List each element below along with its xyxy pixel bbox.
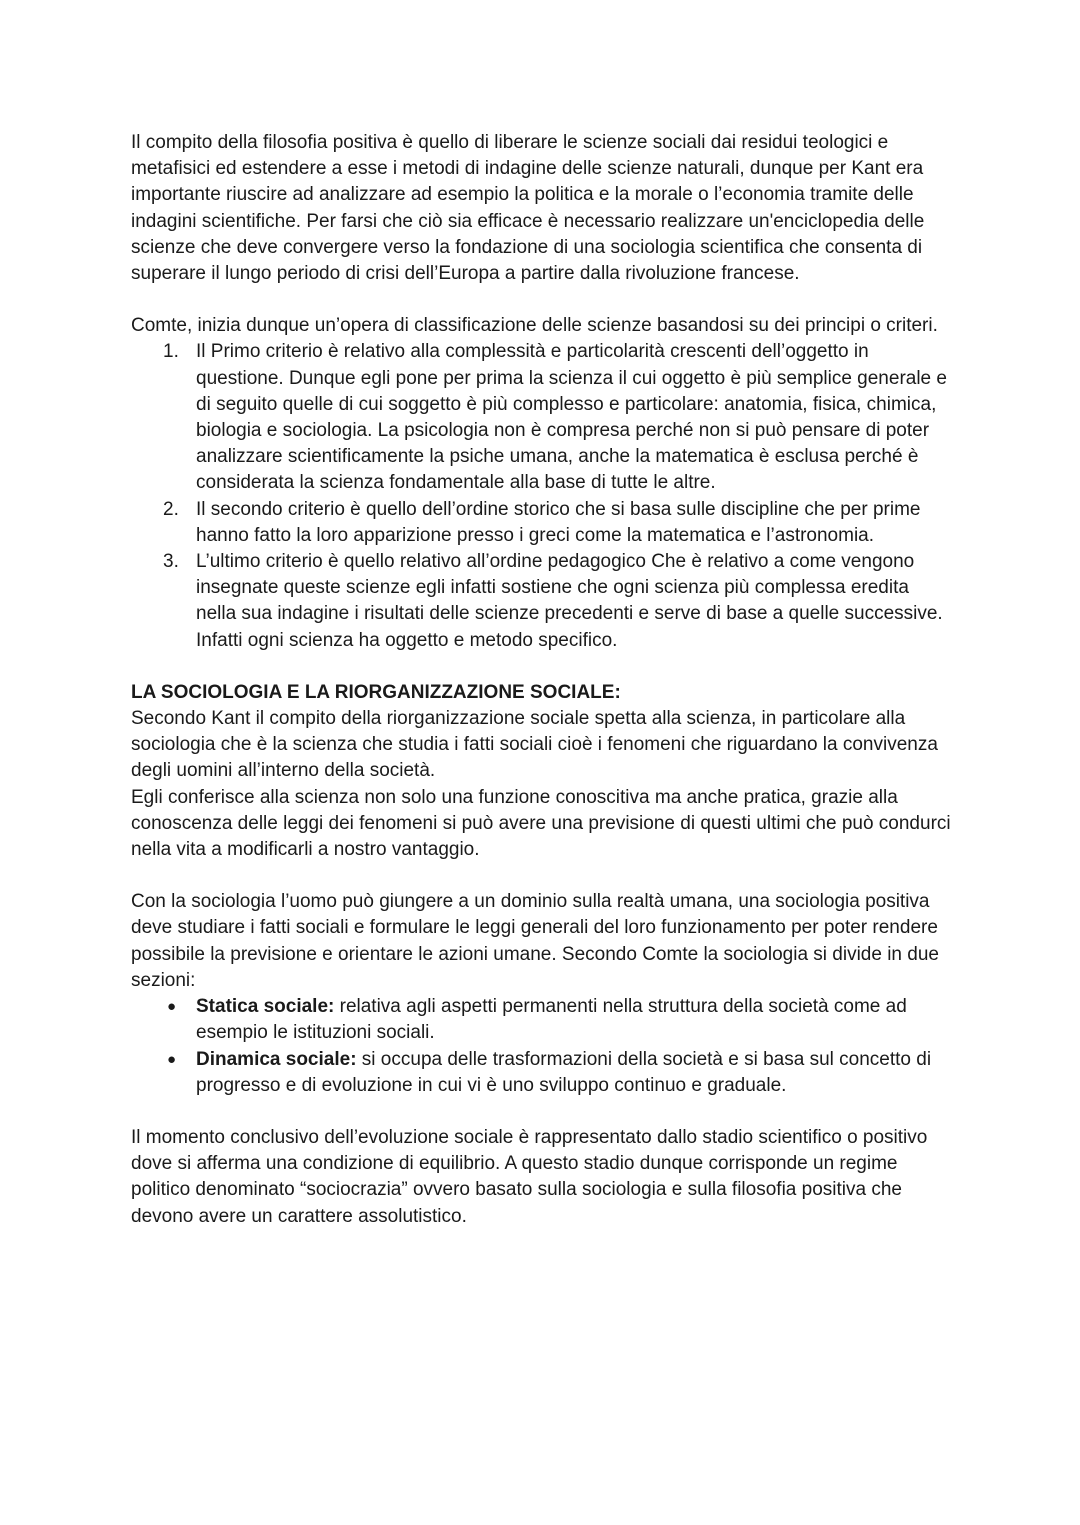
list-item [131,994,951,1046]
list-item-number: 1. [163,341,179,363]
bullet-icon: ● [167,998,177,1016]
list-item [131,497,951,549]
list-item [131,339,951,496]
section-heading: LA SOCIOLOGIA E LA RIORGANIZZAZIONE SOCIALE: [131,681,621,703]
bullet-text: si occupa delle trasformazioni della società e si basa sul concetto di progresso e di evoluzione in cui vi è uno sviluppo continuo e graduale. [196,1048,932,1096]
section-paragraph: Il momento conclusivo dell’evoluzione sociale è rappresentato dallo stadio scientifico o positivo dove si afferma una condizione di equilibrio. A questo stadio dunque corrisponde un regime politico denominato “sociocrazia” ovvero basato sulla sociologia e sulla filosofia positiva che devono avere un carattere assolutistico. [131,1126,928,1227]
list-item-number: 3. [163,551,179,573]
list-item-text: Il Primo criterio è relativo alla complessità e particolarità crescenti dell’oggetto in questione. Dunque egli pone per prima la scienza il cui oggetto è più semplice generale e di seguito quelle di cui soggetto è più complesso e particolare: anatomia, fisica, chimica, biologia e sociologia. La psicologia non è compresa perché non si può pensare di poter analizzare scientificamente la psiche umana, anche la matematica è esclusa perché è considerata la scienza fondamentale alla base di tutte le altre. [196,341,947,494]
document-page [131,130,951,1230]
paragraph-spacer [131,287,951,313]
criteria-list [131,339,951,653]
intro-paragraph: Il compito della filosofia positiva è quello di liberare le scienze sociali dai residui teologici e metafisici ed estendere a esse i metodi di indagine delle scienze naturali, dunque per Kant era importante riuscire ad analizzare ad esempio la politica e la morale o l’economia tramite delle indagini scientifiche. Per farsi che ciò sia efficace è necessario realizzare un'enciclopedia delle scienze che deve convergere verso la fondazione di una sociologia scientifica che consenta di superare il lungo periodo di crisi dell’Europa a partire dalla rivoluzione francese. [131,132,925,285]
bullet-icon: ● [167,1050,177,1068]
list-item-text: Il secondo criterio è quello dell’ordine storico che si basa sulle discipline che per prime hanno fatto la loro apparizione presso i greci come la matematica e l’astronomia. [196,498,921,546]
bullet-term: Dinamica sociale: [196,1048,357,1070]
bullet-term: Statica sociale: [196,996,335,1018]
list-item [131,549,951,654]
section-paragraph: Con la sociologia l’uomo può giungere a un dominio sulla realtà umana, una sociologia positiva deve studiare i fatti sociali e formulare le leggi generali del loro funzionamento per poter rendere possibile la previsione e orientare le azioni umane. Secondo Comte la sociologia si divide in due sezioni: [131,891,939,991]
paragraph-spacer [131,654,951,680]
classification-paragraph: Comte, inizia dunque un’opera di classificazione delle scienze basandosi su dei principi o criteri. [131,315,938,337]
list-item [131,1047,951,1099]
bullet-text: relativa agli aspetti permanenti nella struttura della società come ad esempio le istituzioni sociali. [196,996,907,1044]
section-paragraph: Secondo Kant il compito della riorganizzazione sociale spetta alla scienza, in particolare alla sociologia che è la scienza che studia i fatti sociali cioè i fenomeni che riguardano la convivenza degli uomini all’interno della società. [131,708,938,782]
paragraph-spacer [131,1099,951,1125]
paragraph-spacer [131,863,951,889]
section-paragraph: Egli conferisce alla scienza non solo una funzione conoscitiva ma anche pratica, grazie alla conoscenza delle leggi dei fenomeni si può avere una previsione di questi ultimi che può condurci nella vita a modificarli a nostro vantaggio. [131,786,951,861]
list-item-text: L’ultimo criterio è quello relativo all’ordine pedagogico Che è relativo a come vengono insegnate queste scienze egli infatti sostiene che ogni scienza più complessa eredita nella sua indagine i risultati delle scienze precedenti e serve di base a quelle successive. Infatti ogni scienza ha oggetto e metodo specifico. [196,551,943,651]
list-item-number: 2. [163,498,179,520]
sections-list [131,994,951,1099]
